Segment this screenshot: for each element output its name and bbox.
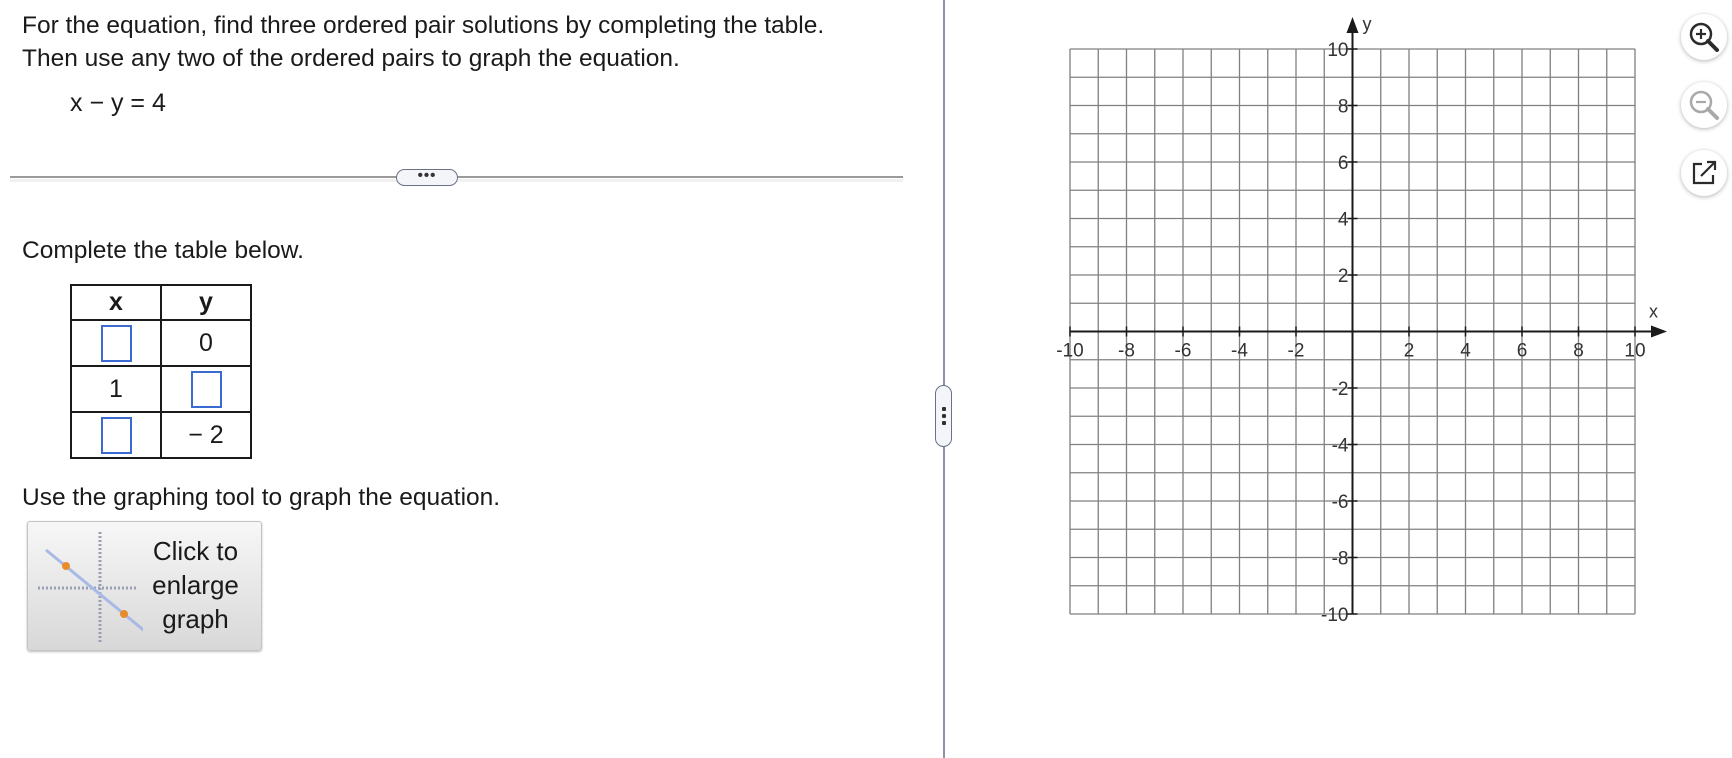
zoom-in-button[interactable]: [1681, 14, 1727, 60]
x-axis-label: x: [1649, 301, 1658, 322]
instructions-line-2: Then use any two of the ordered pairs to graph the equation.: [22, 45, 680, 72]
graph-prompt: Use the graphing tool to graph the equation.: [22, 484, 501, 511]
enlarge-graph-button[interactable]: [27, 521, 262, 651]
table-row: [71, 320, 251, 366]
table-prompt: Complete the table below.: [22, 237, 304, 264]
expand-question-button[interactable]: •••: [396, 169, 458, 186]
table-row: [71, 366, 251, 412]
enlarge-graph-label: Click to enlarge graph: [152, 536, 239, 634]
y-tick-label: 10: [1327, 40, 1349, 61]
x-tick-label: 8: [1573, 340, 1584, 362]
solution-table: [70, 284, 252, 459]
answer-input-x-row-1[interactable]: [101, 325, 132, 362]
x-tick-label: 10: [1624, 340, 1646, 362]
y-tick-label: 6: [1337, 153, 1349, 174]
table-cell-x: [71, 412, 161, 458]
coordinate-grid[interactable]: [946, 0, 1732, 758]
x-tick-label: -8: [1118, 340, 1135, 362]
column-header-x: x: [71, 285, 161, 320]
x-tick-label: -10: [1056, 340, 1084, 362]
x-tick-label: 2: [1403, 340, 1415, 362]
y-axis-label: y: [1362, 14, 1372, 34]
table-row: [71, 412, 251, 458]
y-tick-label: 8: [1337, 96, 1349, 118]
graph-pane: [946, 0, 1732, 758]
instructions-line-1: For the equation, find three ordered pair solutions by completing the table.: [22, 12, 825, 39]
answer-input-y-row-2[interactable]: [191, 371, 222, 408]
column-header-y: y: [161, 285, 251, 320]
x-tick-label: -6: [1174, 340, 1192, 362]
x-tick-label: -4: [1231, 340, 1248, 362]
zoom-in-icon: [1687, 20, 1721, 54]
y-tick-label: -6: [1331, 492, 1349, 513]
pane-divider: [943, 0, 945, 758]
table-cell-y: 0: [161, 320, 251, 366]
x-tick-label: 4: [1460, 340, 1471, 362]
zoom-out-icon: [1687, 88, 1721, 122]
x-axis-arrow: [1651, 326, 1667, 338]
table-cell-x: 1: [71, 366, 161, 412]
x-tick-label: -2: [1287, 340, 1305, 362]
y-axis-arrow: [1347, 17, 1359, 33]
x-tick-label: 6: [1516, 340, 1528, 362]
y-tick-label: -2: [1331, 379, 1349, 400]
y-tick-label: -8: [1331, 548, 1349, 570]
answer-input-x-row-3[interactable]: [101, 417, 132, 454]
y-tick-label: 2: [1337, 266, 1349, 287]
popout-icon: [1689, 158, 1719, 188]
table-cell-y: [161, 366, 251, 412]
y-tick-label: -4: [1331, 435, 1349, 457]
y-tick-label: 4: [1337, 209, 1349, 231]
table-header-row: [71, 285, 251, 320]
axes: [1070, 17, 1667, 614]
popout-button[interactable]: [1681, 150, 1727, 196]
zoom-out-button[interactable]: [1681, 82, 1727, 128]
graph-thumbnail-icon: [38, 532, 143, 642]
y-tick-label: -10: [1321, 605, 1349, 626]
instructions: [22, 9, 824, 75]
equation: x − y = 4: [70, 89, 166, 117]
table-cell-x: [71, 320, 161, 366]
table-cell-y: − 2: [161, 412, 251, 458]
